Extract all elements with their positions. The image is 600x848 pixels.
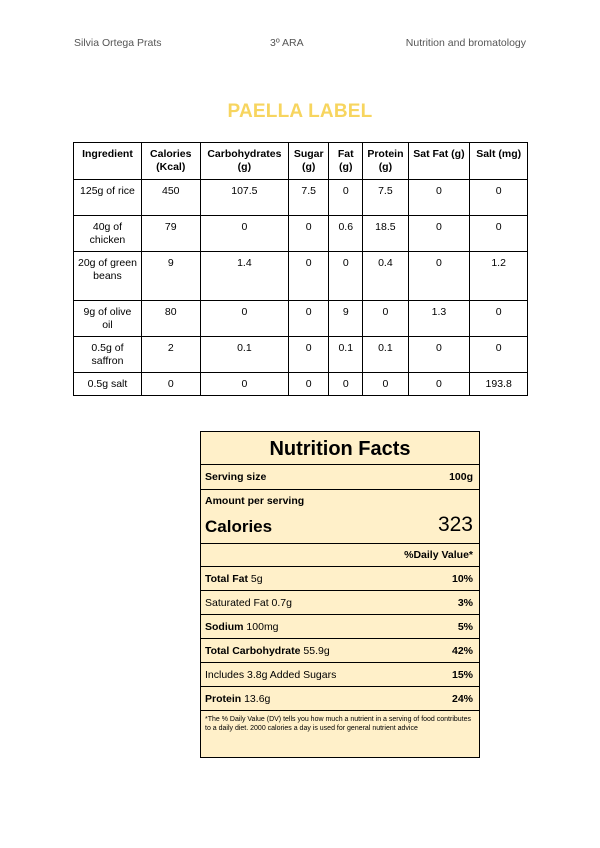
- table-cell: 0: [408, 252, 470, 301]
- table-cell: 0: [289, 301, 329, 337]
- nutrient-amount: 0.7g: [271, 596, 292, 609]
- nutrient-label: Saturated Fat: [205, 596, 269, 609]
- nutrition-facts-title: Nutrition Facts: [201, 432, 479, 465]
- amount-per-serving-row: [201, 490, 479, 512]
- table-cell: 0.1: [329, 337, 363, 373]
- table-cell: 40g of chicken: [74, 216, 142, 252]
- col-header-fat: Fat (g): [329, 143, 363, 180]
- nutrient-amount: 100mg: [246, 620, 279, 633]
- table-cell: 0: [141, 373, 200, 396]
- nutrient-row-added-sugars: [201, 663, 479, 687]
- daily-value-footnote: *The % Daily Value (DV) tells you how much a nutrient in a serving of food contributes to a daily diet. 2000 calories a day is used for general nutrient advice: [205, 716, 471, 732]
- amount-per-serving-label: Amount per serving: [205, 495, 305, 507]
- table-cell: 0: [329, 180, 363, 216]
- table-cell: 0: [408, 337, 470, 373]
- nutrient-label: Protein: [205, 692, 242, 705]
- table-cell: 0: [470, 301, 528, 337]
- nutrient-dv: 15%: [451, 668, 473, 681]
- table-row: [74, 373, 528, 396]
- col-header-salt: Salt (mg): [470, 143, 528, 180]
- nutrient-label: Total Carbohydrate: [205, 644, 301, 657]
- calories-row: [201, 512, 479, 544]
- table-cell: 0: [408, 216, 470, 252]
- table-cell: 0: [289, 216, 329, 252]
- table-cell: 18.5: [363, 216, 408, 252]
- table-cell: 0.6: [329, 216, 363, 252]
- serving-size-value: 100g: [449, 471, 473, 483]
- nutrient-row-total-carbohydrate: [201, 639, 479, 663]
- table-cell: 1.2: [470, 252, 528, 301]
- table-cell: 193.8: [470, 373, 528, 396]
- table-row: [74, 216, 528, 252]
- table-cell: 0: [200, 216, 289, 252]
- table-cell: 7.5: [289, 180, 329, 216]
- nutrient-amount: 13.6g: [244, 692, 271, 705]
- table-cell: 0: [329, 252, 363, 301]
- table-cell: 0.1: [363, 337, 408, 373]
- table-cell: 0: [289, 373, 329, 396]
- table-cell: 20g of green beans: [74, 252, 142, 301]
- calories-value: 323: [437, 513, 473, 536]
- nutrient-row-protein: [201, 687, 479, 711]
- table-row: [74, 252, 528, 301]
- nutrient-row-total-fat: [201, 567, 479, 591]
- serving-size-label: Serving size: [205, 471, 267, 483]
- serving-size-row: [201, 465, 479, 490]
- table-row: [74, 301, 528, 337]
- nutrient-amount: 55.9g: [303, 644, 330, 657]
- col-header-ingredient: Ingredient: [74, 143, 142, 180]
- table-cell: 0: [289, 337, 329, 373]
- col-header-protein: Protein (g): [363, 143, 408, 180]
- nutrition-facts-label: [200, 431, 480, 758]
- col-header-sugar: Sugar (g): [289, 143, 329, 180]
- table-cell: 9: [329, 301, 363, 337]
- table-row: [74, 337, 528, 373]
- nutrient-row-sodium: [201, 615, 479, 639]
- table-cell: 1.3: [408, 301, 470, 337]
- nutrient-dv: 24%: [451, 692, 473, 705]
- col-header-sat-fat: Sat Fat (g): [408, 143, 470, 180]
- table-cell: 0: [470, 337, 528, 373]
- table-cell: 450: [141, 180, 200, 216]
- table-cell: 1.4: [200, 252, 289, 301]
- table-cell: 0.5g salt: [74, 373, 142, 396]
- nutrient-label: Sodium: [205, 620, 244, 633]
- table-cell: 0: [329, 373, 363, 396]
- table-cell: 9g of olive oil: [74, 301, 142, 337]
- table-cell: 0: [200, 301, 289, 337]
- nutrient-row-saturated-fat: [201, 591, 479, 615]
- nutrient-label: Total Fat: [205, 572, 248, 585]
- table-cell: 0: [408, 180, 470, 216]
- table-row: [74, 180, 528, 216]
- table-cell: 0: [200, 373, 289, 396]
- table-cell: 0.1: [200, 337, 289, 373]
- nutrient-dv: 42%: [451, 644, 473, 657]
- table-cell: 0: [363, 373, 408, 396]
- table-header-row: [74, 143, 528, 180]
- ingredients-table: [73, 142, 528, 396]
- table-cell: 125g of rice: [74, 180, 142, 216]
- header-class: 3º ARA: [270, 37, 304, 49]
- table-cell: 0.5g of saffron: [74, 337, 142, 373]
- nutrient-dv: 3%: [457, 596, 473, 609]
- nutrient-dv: 10%: [451, 572, 473, 585]
- nutrient-label: Includes 3.8g Added Sugars: [205, 668, 337, 681]
- nutrient-amount: 5g: [250, 572, 263, 585]
- table-cell: 107.5: [200, 180, 289, 216]
- calories-label: Calories: [205, 517, 273, 536]
- table-cell: 80: [141, 301, 200, 337]
- col-header-carbohydrates: Carbohydrates (g): [200, 143, 289, 180]
- table-cell: 0.4: [363, 252, 408, 301]
- table-cell: 79: [141, 216, 200, 252]
- table-cell: 0: [408, 373, 470, 396]
- header-author: Silvia Ortega Prats: [74, 37, 162, 49]
- table-cell: 2: [141, 337, 200, 373]
- table-cell: 0: [289, 252, 329, 301]
- col-header-calories: Calories (Kcal): [141, 143, 200, 180]
- nutrient-dv: 5%: [457, 620, 473, 633]
- daily-value-label: %Daily Value*: [404, 549, 473, 561]
- daily-value-header: [201, 544, 479, 567]
- page-title: PAELLA LABEL: [227, 101, 373, 122]
- table-cell: 9: [141, 252, 200, 301]
- header-subject: Nutrition and bromatology: [405, 37, 526, 49]
- table-cell: 0: [470, 180, 528, 216]
- table-cell: 7.5: [363, 180, 408, 216]
- table-cell: 0: [363, 301, 408, 337]
- table-cell: 0: [470, 216, 528, 252]
